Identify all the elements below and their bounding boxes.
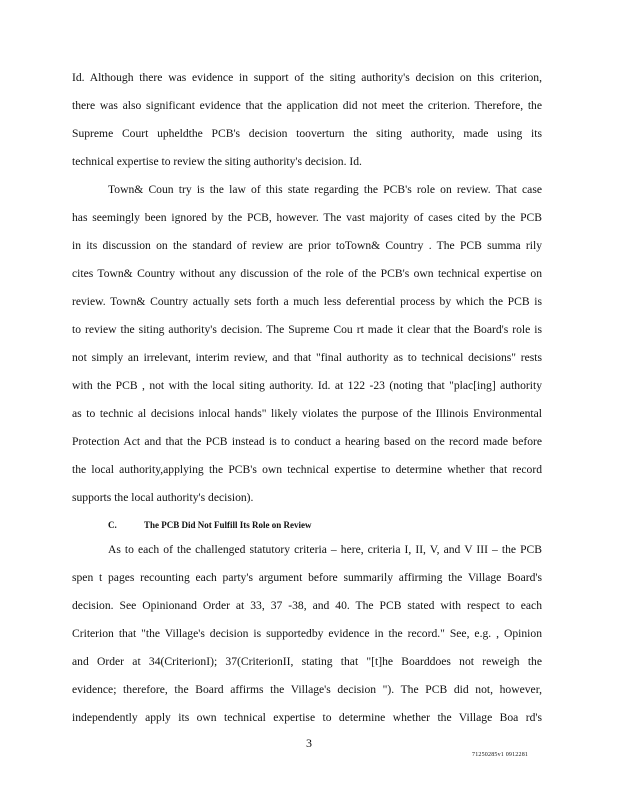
- body-line: cites Town& Country without any discussion of the role of the PCB's own technical expertise on: [72, 267, 542, 280]
- body-line: Supreme Court upheldthe PCB's decision tooverturn the siting authority, made using its: [72, 127, 542, 140]
- body-line: in its discussion on the standard of review are prior toTown& Country . The PCB summa rily: [72, 239, 542, 252]
- body-line: not simply an irrelevant, interim review, and that "final authority as to technical decisions" rests: [72, 351, 542, 364]
- section-heading: [108, 516, 542, 534]
- body-line: the local authority,applying the PCB's own technical expertise to determine whether that record: [72, 463, 542, 476]
- body-line: Criterion that "the Village's decision is supportedby evidence in the record." See, e.g. , Opinion: [72, 627, 542, 640]
- section-heading-letter: C.: [108, 520, 117, 530]
- body-line: to review the siting authority's decision. The Supreme Cou rt made it clear that the Board's role is: [72, 323, 542, 336]
- body-line: Protection Act and that the PCB instead is to conduct a hearing based on the record made before: [72, 435, 542, 448]
- body-line: review. Town& Country actually sets forth a much less deferential process by which the PCB is: [72, 295, 542, 308]
- body-line: technical expertise to review the siting authority's decision. Id.: [72, 155, 362, 168]
- body-line: As to each of the challenged statutory criteria – here, criteria I, II, V, and V III – the PCB: [108, 543, 542, 556]
- body-line: Id. Although there was evidence in support of the siting authority's decision on this criterion,: [72, 71, 542, 84]
- body-line: supports the local authority's decision).: [72, 491, 254, 504]
- page-number: 3: [306, 736, 312, 750]
- body-line: decision. See Opinionand Order at 33, 37 -38, and 40. The PCB stated with respect to each: [72, 599, 542, 612]
- body-line: with the PCB , not with the local siting authority. Id. at 122 -23 (noting that "plac[ing] authority: [72, 379, 542, 392]
- body-line: there was also significant evidence that the application did not meet the criterion. Therefore, the: [72, 99, 542, 112]
- body-line: Town& Coun try is the law of this state regarding the PCB's role on review. That case: [108, 183, 542, 196]
- body-line: has seemingly been ignored by the PCB, however. The vast majority of cases cited by the PCB: [72, 211, 542, 224]
- body-line: and Order at 34(CriterionI); 37(CriterionII, stating that "[t]he Boarddoes not reweigh the: [72, 655, 542, 668]
- body-line: evidence; therefore, the Board affirms the Village's decision "). The PCB did not, however,: [72, 683, 542, 696]
- body-line: as to technic al decisions inlocal hands" likely violates the purpose of the Illinois Environmental: [72, 407, 542, 420]
- section-heading-title: The PCB Did Not Fulfill Its Role on Review: [144, 520, 312, 530]
- body-line: spen t pages recounting each party's argument before summarily affirming the Village Board's: [72, 571, 542, 584]
- document-id: 71250285v1 0912281: [472, 752, 529, 758]
- body-line: independently apply its own technical expertise to determine whether the Village Boa rd's: [72, 711, 542, 724]
